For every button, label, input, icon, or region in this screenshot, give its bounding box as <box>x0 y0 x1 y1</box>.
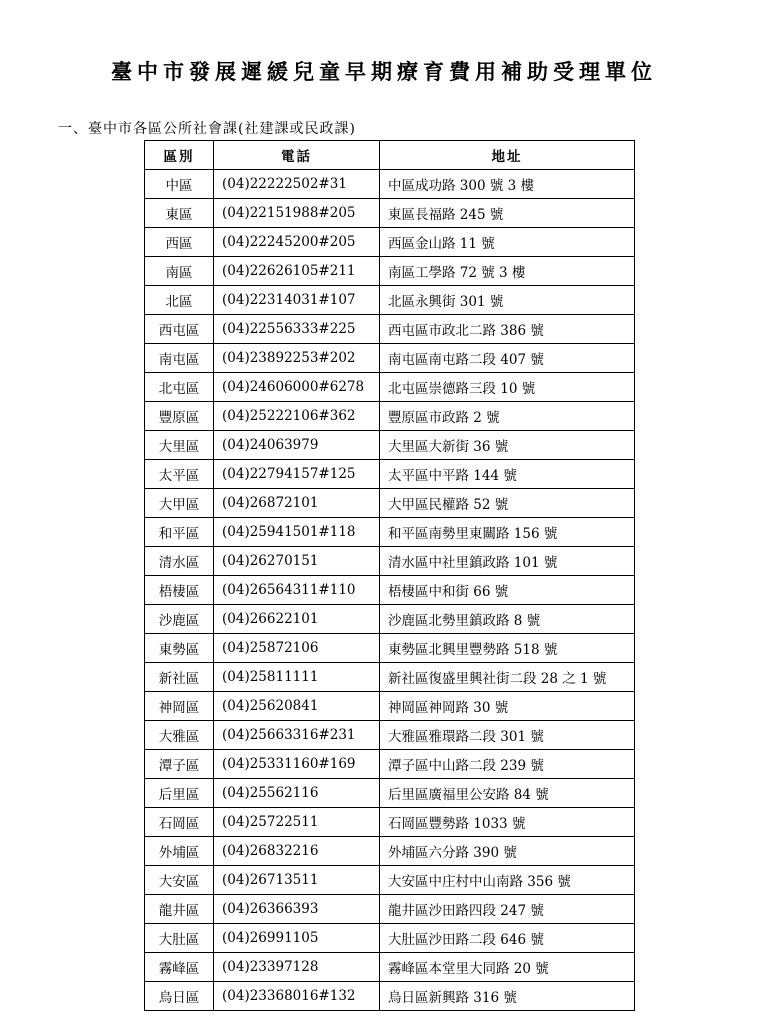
district-cell: 東勢區 <box>145 634 214 663</box>
district-cell: 南屯區 <box>145 344 214 373</box>
phone-cell: (04)25722511 <box>214 808 380 837</box>
phone-cell: (04)22151988#205 <box>214 199 380 228</box>
table-row <box>145 692 635 721</box>
district-cell: 北區 <box>145 286 214 315</box>
table-row <box>145 605 635 634</box>
phone-cell: (04)25620841 <box>214 692 380 721</box>
district-cell: 外埔區 <box>145 837 214 866</box>
address-cell: 東勢區北興里豐勢路 518 號 <box>380 634 635 663</box>
phone-cell: (04)23368016#132 <box>214 982 380 1011</box>
address-cell: 南屯區南屯路二段 407 號 <box>380 344 635 373</box>
phone-cell: (04)22556333#225 <box>214 315 380 344</box>
phone-cell: (04)23892253#202 <box>214 344 380 373</box>
address-cell: 龍井區沙田路四段 247 號 <box>380 895 635 924</box>
table-row <box>145 808 635 837</box>
office-table <box>144 140 635 1011</box>
phone-cell: (04)25222106#362 <box>214 402 380 431</box>
address-cell: 豐原區市政路 2 號 <box>380 402 635 431</box>
phone-cell: (04)22626105#211 <box>214 257 380 286</box>
table-row <box>145 228 635 257</box>
address-cell: 潭子區中山路二段 239 號 <box>380 750 635 779</box>
address-cell: 霧峰區本堂里大同路 20 號 <box>380 953 635 982</box>
address-cell: 梧棲區中和街 66 號 <box>380 576 635 605</box>
phone-cell: (04)25811111 <box>214 663 380 692</box>
phone-cell: (04)25872106 <box>214 634 380 663</box>
table-row <box>145 460 635 489</box>
table-row <box>145 373 635 402</box>
table-row <box>145 663 635 692</box>
table-row <box>145 257 635 286</box>
table-row <box>145 953 635 982</box>
address-cell: 烏日區新興路 316 號 <box>380 982 635 1011</box>
address-cell: 北區永興街 301 號 <box>380 286 635 315</box>
address-cell: 石岡區豐勢路 1033 號 <box>380 808 635 837</box>
phone-cell: (04)23397128 <box>214 953 380 982</box>
table-row <box>145 286 635 315</box>
table-row <box>145 547 635 576</box>
address-cell: 大安區中庄村中山南路 356 號 <box>380 866 635 895</box>
address-cell: 新社區復盛里興社街二段 28 之 1 號 <box>380 663 635 692</box>
district-cell: 清水區 <box>145 547 214 576</box>
phone-cell: (04)22314031#107 <box>214 286 380 315</box>
table-row <box>145 779 635 808</box>
table-row <box>145 750 635 779</box>
section-heading: 一、臺中市各區公所社會課(社建課或民政課) <box>58 121 356 137</box>
phone-cell: (04)26991105 <box>214 924 380 953</box>
address-cell: 大甲區民權路 52 號 <box>380 489 635 518</box>
address-cell: 太平區中平路 144 號 <box>380 460 635 489</box>
table-row <box>145 721 635 750</box>
table-row <box>145 924 635 953</box>
district-cell: 霧峰區 <box>145 953 214 982</box>
district-cell: 潭子區 <box>145 750 214 779</box>
district-cell: 新社區 <box>145 663 214 692</box>
phone-cell: (04)22222502#31 <box>214 170 380 199</box>
phone-cell: (04)24063979 <box>214 431 380 460</box>
table-row <box>145 837 635 866</box>
district-cell: 北屯區 <box>145 373 214 402</box>
address-cell: 大里區大新街 36 號 <box>380 431 635 460</box>
district-cell: 和平區 <box>145 518 214 547</box>
district-cell: 龍井區 <box>145 895 214 924</box>
phone-cell: (04)22794157#125 <box>214 460 380 489</box>
phone-cell: (04)25562116 <box>214 779 380 808</box>
address-cell: 清水區中社里鎮政路 101 號 <box>380 547 635 576</box>
district-cell: 大安區 <box>145 866 214 895</box>
phone-cell: (04)26270151 <box>214 547 380 576</box>
district-cell: 梧棲區 <box>145 576 214 605</box>
table-row <box>145 344 635 373</box>
phone-cell: (04)26366393 <box>214 895 380 924</box>
phone-cell: (04)25331160#169 <box>214 750 380 779</box>
phone-cell: (04)26622101 <box>214 605 380 634</box>
district-cell: 西屯區 <box>145 315 214 344</box>
table-row <box>145 431 635 460</box>
address-cell: 南區工學路 72 號 3 樓 <box>380 257 635 286</box>
table-row <box>145 576 635 605</box>
address-cell: 東區長福路 245 號 <box>380 199 635 228</box>
address-cell: 西屯區市政北二路 386 號 <box>380 315 635 344</box>
address-cell: 中區成功路 300 號 3 樓 <box>380 170 635 199</box>
district-cell: 大里區 <box>145 431 214 460</box>
phone-cell: (04)24606000#6278 <box>214 373 380 402</box>
phone-cell: (04)25663316#231 <box>214 721 380 750</box>
address-cell: 后里區廣福里公安路 84 號 <box>380 779 635 808</box>
district-cell: 豐原區 <box>145 402 214 431</box>
district-cell: 東區 <box>145 199 214 228</box>
header-phone: 電話 <box>214 141 380 170</box>
phone-cell: (04)26872101 <box>214 489 380 518</box>
phone-cell: (04)26713511 <box>214 866 380 895</box>
district-cell: 大肚區 <box>145 924 214 953</box>
district-cell: 沙鹿區 <box>145 605 214 634</box>
phone-cell: (04)22245200#205 <box>214 228 380 257</box>
district-cell: 石岡區 <box>145 808 214 837</box>
table-row <box>145 489 635 518</box>
district-cell: 太平區 <box>145 460 214 489</box>
address-cell: 西區金山路 11 號 <box>380 228 635 257</box>
phone-cell: (04)25941501#118 <box>214 518 380 547</box>
document-title: 臺中市發展遲緩兒童早期療育費用補助受理單位 <box>111 59 657 84</box>
district-cell: 南區 <box>145 257 214 286</box>
district-cell: 神岡區 <box>145 692 214 721</box>
district-cell: 后里區 <box>145 779 214 808</box>
table-row <box>145 895 635 924</box>
table-body <box>145 170 635 1011</box>
district-cell: 大雅區 <box>145 721 214 750</box>
phone-cell: (04)26564311#110 <box>214 576 380 605</box>
table-row <box>145 866 635 895</box>
table-row <box>145 402 635 431</box>
header-district: 區別 <box>145 141 214 170</box>
table-row <box>145 518 635 547</box>
district-cell: 中區 <box>145 170 214 199</box>
table-row <box>145 982 635 1011</box>
address-cell: 外埔區六分路 390 號 <box>380 837 635 866</box>
address-cell: 北屯區崇德路三段 10 號 <box>380 373 635 402</box>
table-row <box>145 199 635 228</box>
table-header-row <box>145 141 635 170</box>
district-cell: 烏日區 <box>145 982 214 1011</box>
district-cell: 西區 <box>145 228 214 257</box>
address-cell: 沙鹿區北勢里鎮政路 8 號 <box>380 605 635 634</box>
table-row <box>145 315 635 344</box>
header-address: 地址 <box>380 141 635 170</box>
phone-cell: (04)26832216 <box>214 837 380 866</box>
table-row <box>145 634 635 663</box>
district-cell: 大甲區 <box>145 489 214 518</box>
table-row <box>145 170 635 199</box>
address-cell: 大雅區雅環路二段 301 號 <box>380 721 635 750</box>
address-cell: 大肚區沙田路二段 646 號 <box>380 924 635 953</box>
address-cell: 和平區南勢里東關路 156 號 <box>380 518 635 547</box>
address-cell: 神岡區神岡路 30 號 <box>380 692 635 721</box>
